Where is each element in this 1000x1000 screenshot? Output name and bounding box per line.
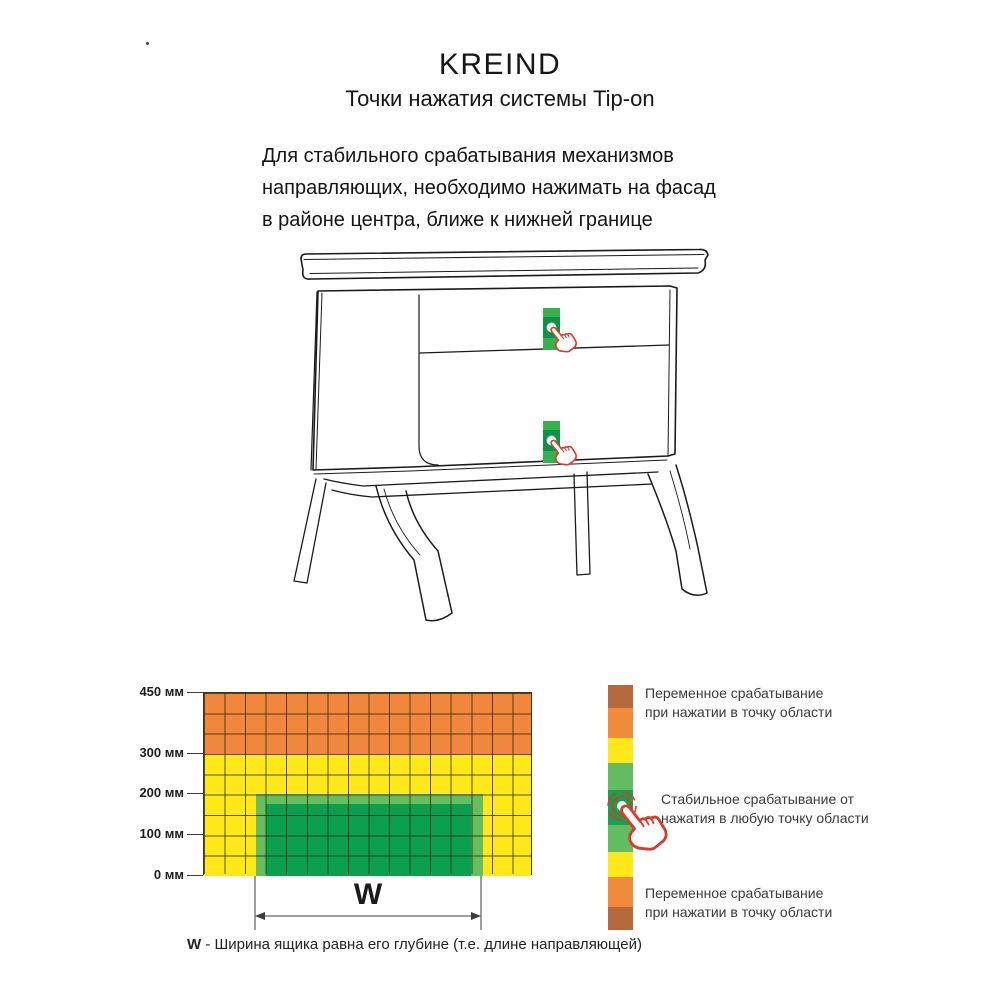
axis-tick-line [187,834,203,835]
arrowhead-left-icon [255,912,265,920]
base-frame [324,472,658,497]
diagram-caption [187,936,642,953]
press-zone-grid [203,692,532,875]
stray-dot [146,42,149,45]
cabinet-carcass [313,286,677,470]
legend-bar-segment-orange-top [608,708,633,738]
page-subtitle: Точки нажатия системы Tip-on [345,86,655,111]
grid-lines [204,693,531,874]
legend-label-middle: Стабильное срабатывание от нажатия в любую точку области [661,791,869,826]
axis-tick-label: 0 мм [153,867,184,882]
front-left-leg [376,486,452,621]
axis-tick-line [187,875,203,876]
nightstand-drawing [280,243,720,633]
legend-label-top: Переменное срабатывание при нажатии в точку области [645,685,833,720]
front-right-leg [648,465,707,595]
axis-tick-line [187,692,203,693]
axis-tick-line [187,753,203,754]
arrowhead-right-icon [471,912,481,920]
axis-tick-label: 450 мм [139,684,184,699]
axis-tick-line [187,793,203,794]
legend-label-bottom: Переменное срабатывание при нажатии в точку области [645,885,833,920]
axis-tick-label: 100 мм [139,826,184,841]
legend-bar-segment-brown-top [608,685,633,708]
brand-title: KREIND [438,48,562,81]
legend-bar-segment-yellow-top [608,738,633,763]
intro-paragraph [262,140,782,236]
caption-text: - Ширина ящика равна его глубине (т.е. длине направляющей) [201,936,642,953]
cabinet-top [301,249,708,279]
intro-line-2: направляющих, необходимо нажимать на фасад [262,177,716,199]
legend-bar-segment-orange-bot [608,877,633,907]
intro-line-1: Для стабильного срабатывания механизмов [262,145,674,167]
legend-bar-segment-brown-bot [608,907,633,930]
intro-line-3: в районе центра, ближе к нижней границе [262,209,653,231]
axis-tick-label: 300 мм [139,745,184,760]
back-left-leg [294,479,326,583]
width-label: W [353,878,383,911]
caption-w: W [187,936,202,953]
axis-tick-label: 200 мм [139,785,184,800]
